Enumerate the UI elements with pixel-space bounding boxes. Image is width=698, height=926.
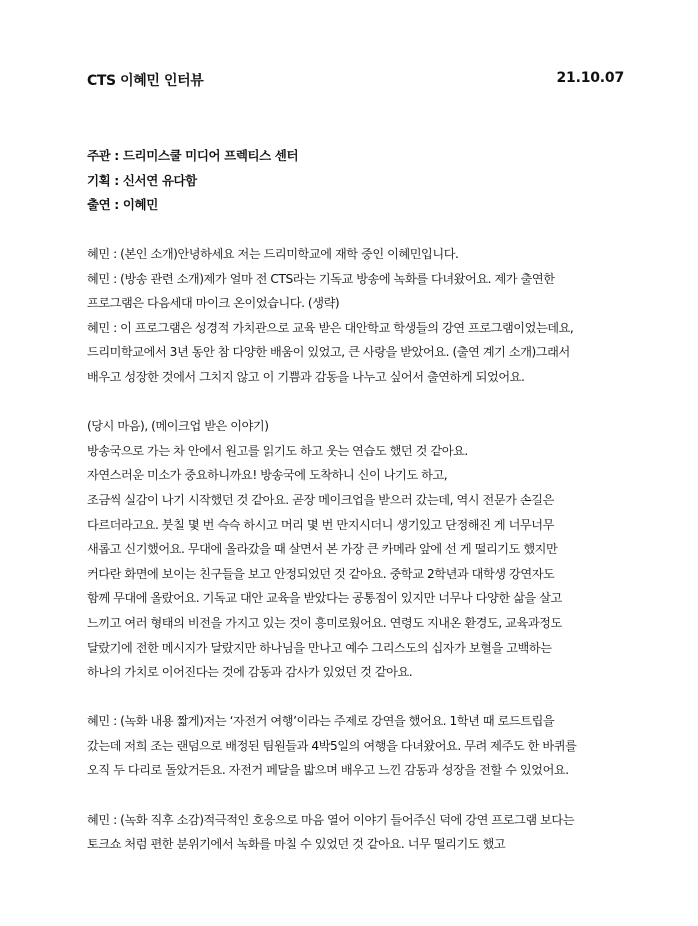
- paragraph-line: 새롭고 신기했어요. 무대에 올라갔을 때 살면서 본 가장 큰 카메라 앞에 선 게 떨리기도 했지만: [87, 542, 558, 557]
- paragraph-gap: [87, 785, 632, 810]
- paragraph-line: 갔는데 저희 조는 랜덤으로 배정된 팀원들과 4박5일의 여행을 다녀왔어요. 무려 제주도 한 바퀴를: [87, 738, 577, 753]
- credit-planning: 기획 : 신서연 유다함: [87, 172, 197, 188]
- paragraph-line: 달랐기에 전한 메시지가 달랐지만 하나님을 만나고 예수 그리스도의 십자가 보혈을 고백하는: [87, 640, 552, 655]
- paragraph-line: (당시 마음), (메이크업 받은 이야기): [87, 419, 269, 434]
- document-date: 21.10.07: [556, 70, 624, 86]
- paragraph-line: 혜민 : 이 프로그램은 성경적 가치관으로 교육 받은 대안학교 학생들의 강연 프로그램이었는데요,: [87, 320, 574, 335]
- paragraph-line: 프로그램은 다음세대 마이크 온이었습니다. (생략): [87, 296, 340, 311]
- paragraph-line: 느끼고 여러 형태의 비전을 가지고 있는 것이 흥미로웠어요. 연령도 지내온 환경도, 교육과정도: [87, 615, 562, 630]
- paragraph-line: 혜민 : (녹화 직후 소감)적극적인 호응으로 마음 열어 이야기 들어주신 덕에 강연 프로그램 보다는: [87, 812, 575, 827]
- document-header: [87, 70, 624, 90]
- credit-organizer: 주관 : 드리미스쿨 미디어 프렉티스 센터: [87, 148, 299, 163]
- paragraph-gap: [87, 687, 632, 712]
- paragraph-line: 배우고 성장한 것에서 그치지 않고 이 기쁨과 감동을 나누고 싶어서 출연하게 되었어요.: [87, 369, 525, 384]
- paragraph-line: 하나의 가치로 이어진다는 것에 감동과 감사가 있었던 것 같아요.: [87, 665, 413, 680]
- paragraph-line: 혜민 : (방송 관련 소개)제가 얼마 전 CTS라는 기독교 방송에 녹화를 다녀왔어요. 제가 출연한: [87, 271, 555, 286]
- paragraph-line: 혜민 : (본인 소개)안녕하세요 저는 드리미학교에 재학 중인 이혜민입니다.: [87, 247, 459, 261]
- interview-body: [87, 244, 632, 859]
- paragraph-line: 조금씩 실감이 나기 시작했던 것 같아요. 곧장 메이크업을 받으러 갔는데, 역시 전문가 손길은: [87, 492, 554, 507]
- credits-block: [87, 146, 298, 220]
- paragraph-line: 드리미학교에서 3년 동안 참 다양한 배움이 있었고, 큰 사랑을 받았어요. (출연 계기 소개)그래서: [87, 345, 570, 360]
- paragraph-line: 토크쇼 처럼 편한 분위기에서 녹화를 마칠 수 있었던 것 같아요. 너무 떨리기도 했고: [87, 837, 506, 852]
- paragraph-line: 혜민 : (녹화 내용 짧게)저는 ‘자전거 여행’이라는 주제로 강연을 했어요. 1학년 때 로드트립을: [87, 714, 555, 729]
- document-title: CTS 이혜민 인터뷰: [87, 73, 204, 89]
- paragraph-line: 자연스러운 미소가 중요하니까요! 방송국에 도착하니 신이 나기도 하고,: [87, 468, 448, 483]
- paragraph-line: 오직 두 다리로 돌았거든요. 자전거 페달을 밟으며 배우고 느낀 감동과 성장을 전할 수 있었어요.: [87, 763, 569, 778]
- paragraph-line: 함께 무대에 올랐어요. 기독교 대안 교육을 받았다는 공통점이 있지만 너무나 다양한 삶을 살고: [87, 591, 562, 606]
- paragraph-line: 다르더라고요. 붓칠 몇 번 슥슥 하시고 머리 몇 번 만지시더니 생기있고 단정해진 게 너무너무: [87, 517, 554, 532]
- credit-cast: 출연 : 이혜민: [87, 197, 158, 212]
- paragraph-gap: [87, 392, 632, 417]
- paragraph-line: 커다란 화면에 보이는 친구들을 보고 안정되었던 것 같아요. 중학교 2학년과 대학생 강연자도: [87, 566, 555, 581]
- paragraph-line: 방송국으로 가는 차 안에서 원고를 읽기도 하고 웃는 연습도 했던 것 같아요.: [87, 443, 468, 458]
